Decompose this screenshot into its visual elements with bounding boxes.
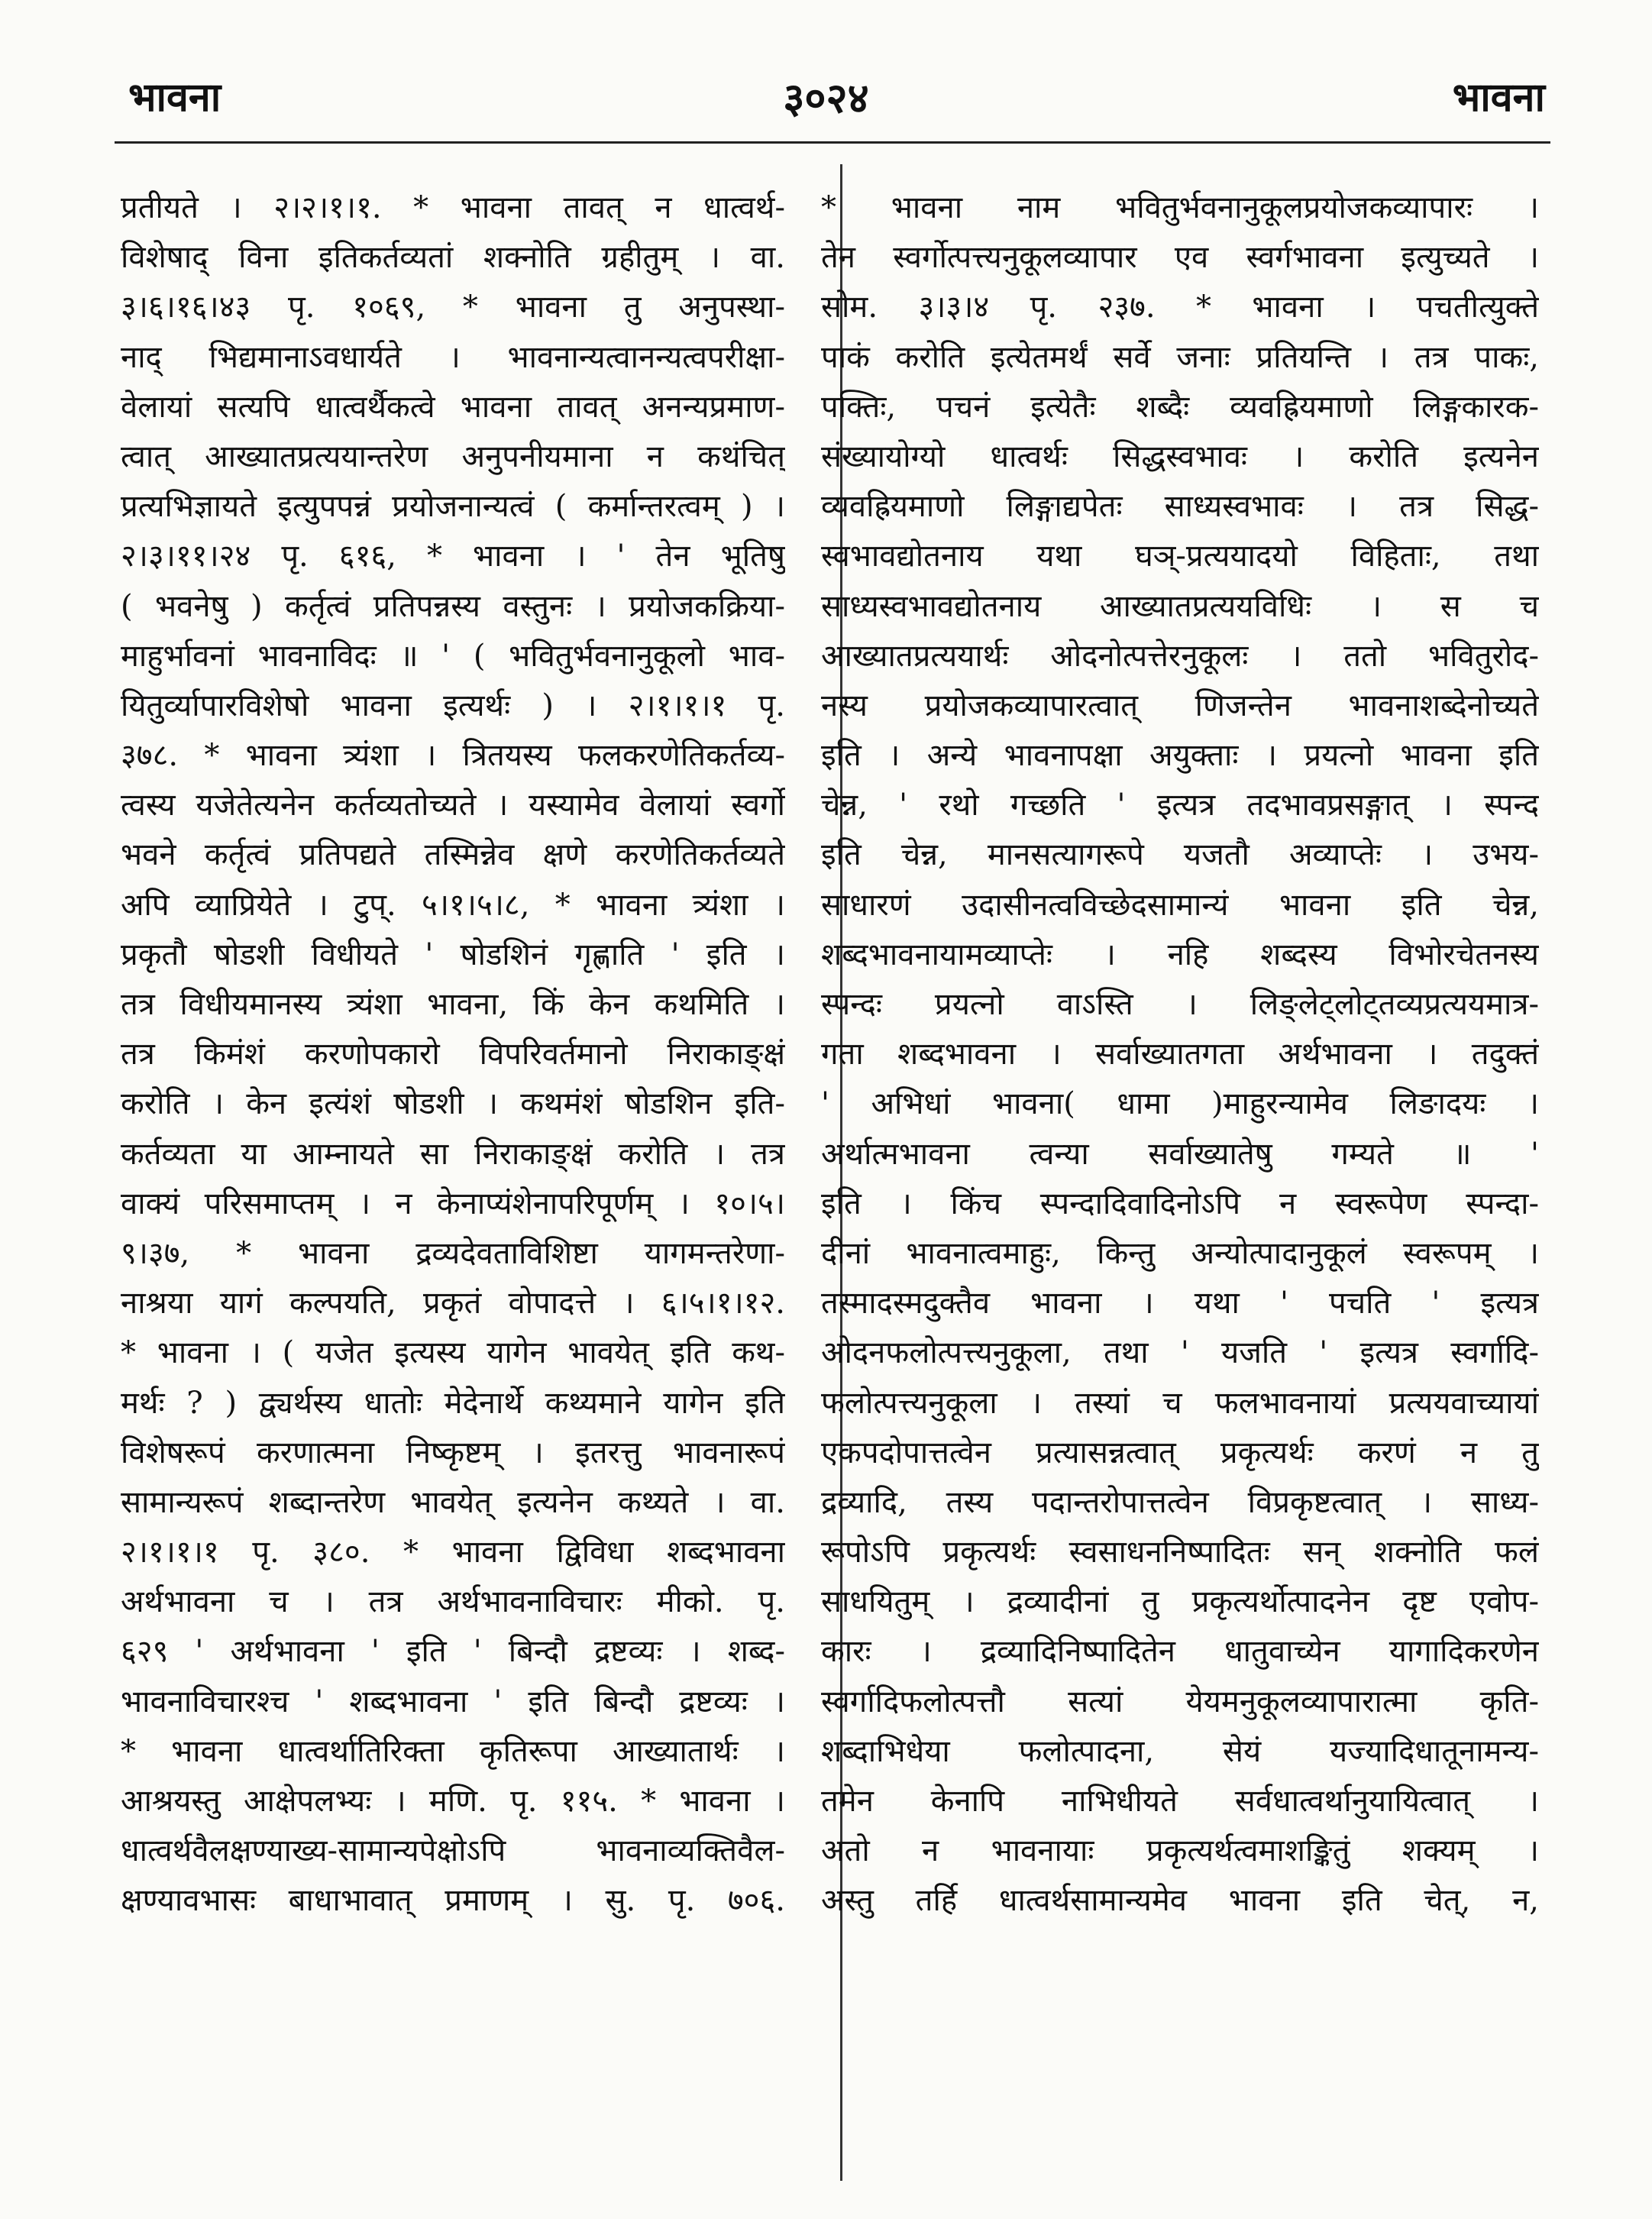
text-line: स्वर्गादिफलोत्पत्तौ सत्यां येयमनुकूलव्यापारात्मा कृति-	[821, 1684, 1539, 1719]
header-rule	[115, 141, 1550, 144]
text-line: करोति । केन इत्यंशं षोडशी । कथमंशं षोडशिन इति-	[121, 1086, 785, 1122]
text-line: एकपदोपात्तत्वेन प्रत्यासन्नत्वात् प्रकृत्यर्थः करणं न तु	[821, 1435, 1539, 1470]
text-line: सोम. ३।३।४ पृ. २३७. * भावना । पचतीत्युक्ते	[821, 290, 1539, 325]
text-line: प्रतीयते । २।२।१।१. * भावना तावत् न धात्वर्थ-	[121, 190, 785, 225]
text-line: अर्थात्मभावना त्वन्या सर्वाख्यातेषु गम्यते ॥ '	[821, 1136, 1539, 1172]
text-line: त्वस्य यजेतेत्यनेन कर्तव्यतोच्यते । यस्यामेव वेलायां स्वर्गो	[121, 788, 785, 823]
text-line: विशेषरूपं करणात्मना निष्कृष्टम् । इतरत्तु भावनारूपं	[121, 1435, 785, 1470]
text-line: * भावना । ( यजेत इत्यस्य यागेन भावयेत् इति कथ-	[121, 1335, 785, 1371]
text-line: तत्र किमंशं करणोपकारो विपरिवर्तमानो निराकाङ्क्षं	[121, 1037, 785, 1072]
left-column	[121, 183, 785, 1926]
text-line: ३।६।१६।४३ पृ. १०६९, * भावना तु अनुपस्था-	[121, 290, 785, 325]
text-line: शब्दभावनायामव्याप्तेः । नहि शब्दस्य विभोरचेतनस्य	[821, 936, 1539, 972]
text-line: साधयितुम् । द्रव्यादीनां तु प्रकृत्यर्थोत्पादनेन दृष्ट एवोप-	[821, 1584, 1539, 1620]
text-line: कारः । द्रव्यादिनिष्पादितेन धातुवाच्येन यागादिकरणेन	[821, 1634, 1539, 1670]
text-line: भावनाविचारश्च ' शब्दभावना ' इति बिन्दौ द्रष्टव्यः ।	[121, 1684, 785, 1719]
text-line: ३७८. * भावना त्र्यंशा । त्रितयस्य फलकरणेतिकर्तव्य-	[121, 738, 785, 774]
running-head-left: भावना	[128, 74, 221, 121]
text-line: स्पन्दः प्रयत्नो वाऽस्ति । लिङ्लेट्लोट्तव्यप्रत्ययमात्र-	[821, 987, 1539, 1022]
text-line: तत्र विधीयमानस्य त्र्यंशा भावना, किं केन कथमिति ।	[121, 987, 785, 1022]
text-line: नाद् भिद्यमानाऽवधार्यते । भावनान्यत्वानन्यत्वपरीक्षा-	[121, 339, 785, 375]
text-line: इति चेन्न, मानसत्यागरूपे यजतौ अव्याप्तेः । उभय-	[821, 837, 1539, 873]
text-line: पाकं करोति इत्येतमर्थं सर्वे जनाः प्रतियन्ति । तत्र पाकः,	[821, 339, 1539, 375]
right-column	[821, 183, 1539, 1926]
text-line: धात्वर्थवैलक्षण्याख्य-सामान्यपेक्षोऽपि भावनाव्यक्तिवैल-	[121, 1833, 785, 1869]
text-line: गता शब्दभावना । सर्वाख्यातगता अर्थभावना । तदुक्तं	[821, 1037, 1539, 1072]
page-number: ३०२४	[783, 73, 869, 122]
text-line: ६२९ ' अर्थभावना ' इति ' बिन्दौ द्रष्टव्यः । शब्द-	[121, 1634, 785, 1670]
text-line: वेलायां सत्यपि धात्वर्थैकत्वे भावना तावत् अनन्यप्रमाण-	[121, 389, 785, 425]
text-line: तमेन केनापि नाभिधीयते सर्वधात्वर्थानुयायित्वात् ।	[821, 1784, 1539, 1819]
text-line: साधारणं उदासीनत्वविच्छेदसामान्यं भावना इति चेन्न,	[821, 887, 1539, 923]
text-line: चेन्न, ' रथो गच्छति ' इत्यत्र तदभावप्रसङ्गात् । स्पन्द	[821, 788, 1539, 823]
text-line: रूपोऽपि प्रकृत्यर्थः स्वसाधननिष्पादितः सन् शक्नोति फलं	[821, 1535, 1539, 1570]
text-line: साध्यस्वभावद्योतनाय आख्यातप्रत्ययविधिः । स च	[821, 588, 1539, 624]
text-line: ओदनफलोत्पत्त्यनुकूला, तथा ' यजति ' इत्यत्र स्वर्गादि-	[821, 1335, 1539, 1371]
text-line: द्रव्यादि, तस्य पदान्तरोपात्तत्वेन विप्रकृष्टत्वात् । साध्य-	[821, 1484, 1539, 1520]
text-line: वाक्यं परिसमाप्तम् । न केनाप्यंशेनापरिपूर्णम् । १०।५।	[121, 1186, 785, 1221]
text-line: क्षण्यावभासः बाधाभावात् प्रमाणम् । सु. पृ. ७०६.	[121, 1883, 785, 1919]
text-line: मर्थः ? ) द्व्यर्थस्य धातोः मेदेनार्थे कथ्यमाने यागेन इति	[121, 1385, 785, 1421]
text-line: ९।३७, * भावना द्रव्यदेवताविशिष्टा यागमन्तरेणा-	[121, 1235, 785, 1271]
text-line: संख्यायोग्यो धात्वर्थः सिद्धस्वभावः । करोति इत्यनेन	[821, 438, 1539, 474]
text-line: तेन स्वर्गोत्पत्त्यनुकूलव्यापार एव स्वर्गभावना इत्युच्यते ।	[821, 240, 1539, 276]
text-line: अर्थभावना च । तत्र अर्थभावनाविचारः मीको. पृ.	[121, 1584, 785, 1620]
text-line: इति । किंच स्पन्दादिवादिनोऽपि न स्वरूपेण स्पन्दा-	[821, 1186, 1539, 1221]
text-line: आश्रयस्तु आक्षेपलभ्यः । मणि. पृ. ११५. * भावना ।	[121, 1784, 785, 1819]
text-line: नस्य प्रयोजकव्यापारत्वात् णिजन्तेन भावनाशब्देनोच्यते	[821, 687, 1539, 723]
text-line: आख्यातप्रत्ययार्थः ओदनोत्पत्तेरनुकूलः । ततो भवितुरोद-	[821, 638, 1539, 674]
text-line: इति । अन्ये भावनापक्षा अयुक्ताः । प्रयत्नो भावना इति	[821, 738, 1539, 774]
text-line: यितुर्व्यापारविशेषो भावना इत्यर्थः ) । २।१।१।१ पृ.	[121, 687, 785, 723]
text-line: २।३।११।२४ पृ. ६१६, * भावना । ' तेन भूतिषु	[121, 539, 785, 574]
text-line: ' अभिधां भावना( धामा )माहुरन्यामेव लिङादयः ।	[821, 1086, 1539, 1122]
text-line: त्वात् आख्यातप्रत्ययान्तरेण अनुपनीयमाना न कथंचित्	[121, 438, 785, 474]
text-line: * भावना नाम भवितुर्भवनानुकूलप्रयोजकव्यापारः ।	[821, 190, 1539, 225]
text-line: माहुर्भावनां भावनाविदः ॥ ' ( भवितुर्भवनानुकूलो भाव-	[121, 638, 785, 674]
text-line: व्यवह्रियमाणो लिङ्गाद्यपेतः साध्यस्वभावः । तत्र सिद्ध-	[821, 489, 1539, 525]
text-line: २।१।१।१ पृ. ३८०. * भावना द्विविधा शब्दभावना	[121, 1535, 785, 1570]
text-line: प्रकृतौ षोडशी विधीयते ' षोडशिनं गृह्णाति ' इति ।	[121, 936, 785, 972]
text-line: फलोत्पत्त्यनुकूला । तस्यां च फलभावनायां प्रत्ययवाच्यायां	[821, 1385, 1539, 1421]
text-line: शब्दाभिधेया फलोत्पादना, सेयं यज्यादिधातूनामन्य-	[821, 1733, 1539, 1769]
text-line: तस्मादस्मदुक्तैव भावना । यथा ' पचति ' इत्यत्र	[821, 1286, 1539, 1321]
text-line: अपि व्याप्रियेते । टुप्. ५।१।५।८, * भावना त्र्यंशा ।	[121, 887, 785, 923]
text-line: अस्तु तर्हि धात्वर्थसामान्यमेव भावना इति चेत्, न,	[821, 1883, 1539, 1919]
text-line: विशेषाद् विना इतिकर्तव्यतां शक्नोति ग्रहीतुम् । वा.	[121, 240, 785, 276]
text-line: अतो न भावनायाः प्रकृत्यर्थत्वमाशङ्कितुं शक्यम् ।	[821, 1833, 1539, 1869]
text-line: नाश्रया यागं कल्पयति, प्रकृतं वोपादत्ते । ६।५।१।१२.	[121, 1286, 785, 1321]
text-line: भवने कर्तृत्वं प्रतिपद्यते तस्मिन्नेव क्षणे करणेतिकर्तव्यते	[121, 837, 785, 873]
text-line: कर्तव्यता या आम्नायते सा निराकाङ्क्षं करोति । तत्र	[121, 1136, 785, 1172]
text-line: * भावना धात्वर्थातिरिक्ता कृतिरूपा आख्यातार्थः ।	[121, 1733, 785, 1769]
text-line: स्वभावद्योतनाय यथा घञ्-प्रत्ययादयो विहिताः, तथा	[821, 539, 1539, 574]
text-line: प्रत्यभिज्ञायते इत्युपपन्नं प्रयोजनान्यत्वं ( कर्मान्तरत्वम् ) ।	[121, 489, 785, 525]
text-line: सामान्यरूपं शब्दान्तरेण भावयेत् इत्यनेन कथ्यते । वा.	[121, 1484, 785, 1520]
text-line: ( भवनेषु ) कर्तृत्वं प्रतिपन्नस्य वस्तुनः । प्रयोजकक्रिया-	[121, 588, 785, 624]
text-line: दीनां भावनात्वमाहुः, किन्तु अन्योत्पादानुकूलं स्वरूपम् ।	[821, 1235, 1539, 1271]
running-head-right: भावना	[1452, 74, 1545, 121]
text-line: पक्तिः, पचनं इत्येतैः शब्दैः व्यवह्रियमाणो लिङ्गकारक-	[821, 389, 1539, 425]
